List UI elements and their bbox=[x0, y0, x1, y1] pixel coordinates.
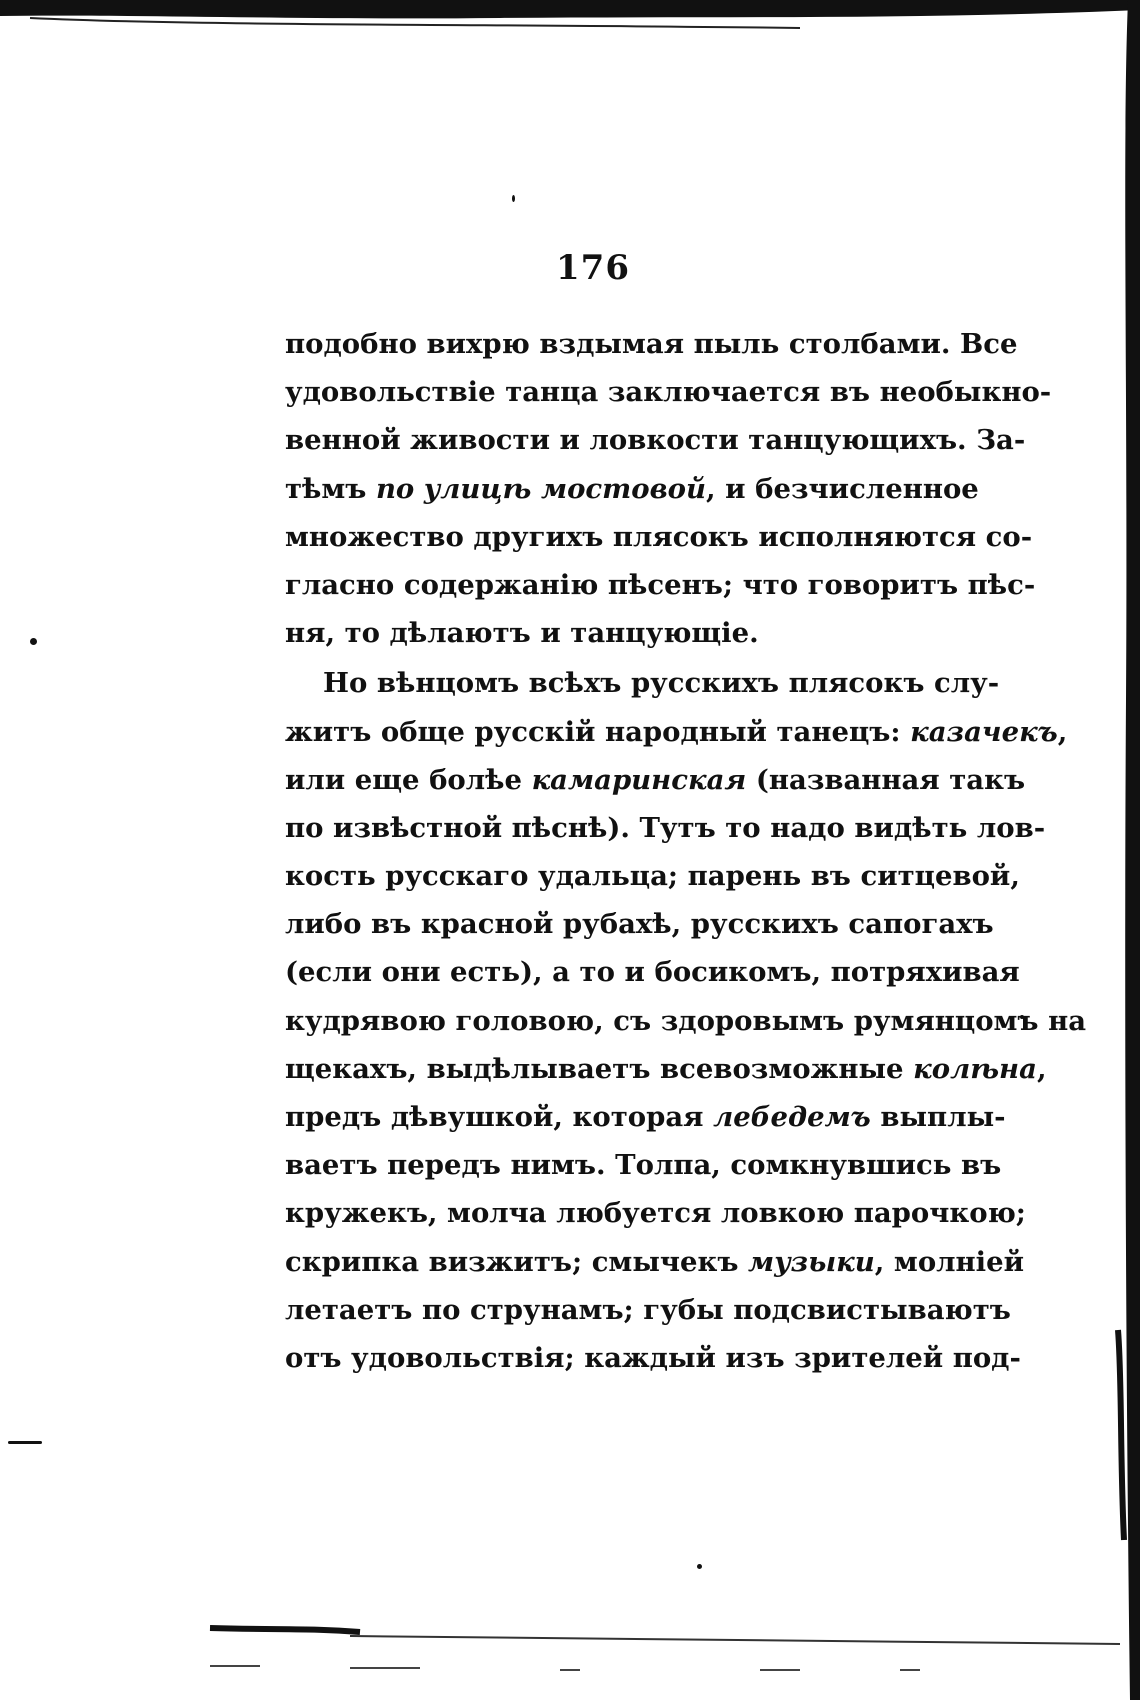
italic-text-segment: колѣна bbox=[913, 1052, 1037, 1085]
text-segment: (если они есть), а то и босикомъ, потряхивая bbox=[285, 956, 1020, 989]
body-text bbox=[285, 320, 1087, 1382]
text-line bbox=[285, 416, 1026, 464]
text-line bbox=[285, 1045, 1047, 1093]
text-segment: множество другихъ плясокъ исполняются со- bbox=[285, 520, 1033, 553]
scan-top-edge bbox=[0, 0, 1140, 34]
text-segment: либо въ красной рубахѣ, русскихъ сапогахъ bbox=[285, 908, 994, 941]
scan-bottom-edge bbox=[200, 1620, 1140, 1700]
text-line bbox=[285, 900, 994, 948]
scan-speck bbox=[512, 195, 515, 202]
text-segment: скрипка визжитъ; смычекъ bbox=[285, 1245, 749, 1278]
text-segment: кудрявою головою, съ здоровымъ румянцомъ на bbox=[285, 1004, 1087, 1037]
paragraph bbox=[285, 659, 1087, 1382]
text-segment: предъ дѣвушкой, которая bbox=[285, 1101, 714, 1133]
text-line bbox=[285, 756, 1026, 804]
text-segment: удовольствіе танца заключается въ необыкно- bbox=[285, 376, 1052, 409]
text-segment: по извѣстной пѣснѣ). Тутъ то надо видѣть лов- bbox=[285, 811, 1046, 844]
text-line bbox=[285, 948, 1020, 996]
text-line bbox=[285, 659, 1000, 707]
text-segment: , bbox=[1057, 715, 1068, 748]
scan-speck bbox=[8, 1441, 42, 1444]
text-line bbox=[285, 609, 940, 657]
text-line bbox=[285, 1189, 1026, 1237]
text-segment: выплы- bbox=[870, 1101, 1006, 1133]
text-segment: щекахъ, выдѣлываетъ всевозможные bbox=[285, 1052, 914, 1085]
text-segment: кость русскаго удальца; парень въ ситцевой, bbox=[285, 860, 1020, 893]
text-line bbox=[285, 708, 1068, 756]
text-segment: летаетъ по струнамъ; губы подсвистываютъ bbox=[285, 1293, 1011, 1326]
italic-text-segment: по улицѣ мостовой bbox=[375, 472, 707, 505]
text-segment: отъ удовольствія; каждый изъ зрителей под- bbox=[285, 1341, 1021, 1374]
italic-text-segment: казачекъ bbox=[910, 715, 1058, 748]
text-segment: подобно вихрю вздымая пыль столбами. Все bbox=[285, 328, 1018, 360]
text-segment: , молніей bbox=[874, 1245, 1025, 1278]
text-segment: венной живости и ловкости танцующихъ. За- bbox=[285, 424, 1026, 457]
text-segment: (названная такъ bbox=[746, 763, 1026, 796]
text-segment: , bbox=[1036, 1052, 1047, 1085]
text-line bbox=[285, 1093, 1006, 1141]
text-line bbox=[285, 852, 1020, 900]
text-line bbox=[285, 320, 1018, 368]
italic-text-segment: лебедемъ bbox=[713, 1101, 871, 1133]
text-segment: житъ обще русскій народный танецъ: bbox=[285, 715, 911, 748]
text-line bbox=[285, 1141, 1002, 1189]
text-segment: гласно содержанію пѣсенъ; что говоритъ пѣс- bbox=[285, 568, 1036, 601]
text-line bbox=[285, 804, 1046, 852]
text-line bbox=[285, 561, 1036, 609]
text-line bbox=[285, 368, 1052, 416]
italic-text-segment: камаринская bbox=[531, 763, 747, 796]
italic-text-segment: музыки bbox=[748, 1245, 875, 1278]
text-segment: или еще болѣе bbox=[285, 763, 532, 796]
scan-speck bbox=[30, 638, 37, 645]
text-line bbox=[285, 513, 1033, 561]
paragraph bbox=[285, 320, 1052, 657]
text-segment: тѣмъ bbox=[285, 472, 376, 505]
text-line bbox=[285, 465, 979, 513]
text-line bbox=[285, 1286, 1011, 1334]
page-number: 176 bbox=[556, 248, 630, 288]
scan-speck bbox=[697, 1564, 702, 1569]
text-segment: Но вѣнцомъ всѣхъ русскихъ плясокъ слу- bbox=[323, 667, 1000, 700]
text-segment: ня, то дѣлаютъ и танцующіе. bbox=[285, 617, 759, 650]
text-line bbox=[285, 1334, 1021, 1382]
text-line bbox=[285, 1238, 1025, 1286]
text-line bbox=[285, 997, 1087, 1045]
text-segment: кружекъ, молча любуется ловкою парочкою; bbox=[285, 1197, 1026, 1230]
text-segment: ваетъ передъ нимъ. Толпа, сомкнувшись въ bbox=[285, 1149, 1002, 1182]
text-segment: , и безчисленное bbox=[706, 472, 979, 505]
